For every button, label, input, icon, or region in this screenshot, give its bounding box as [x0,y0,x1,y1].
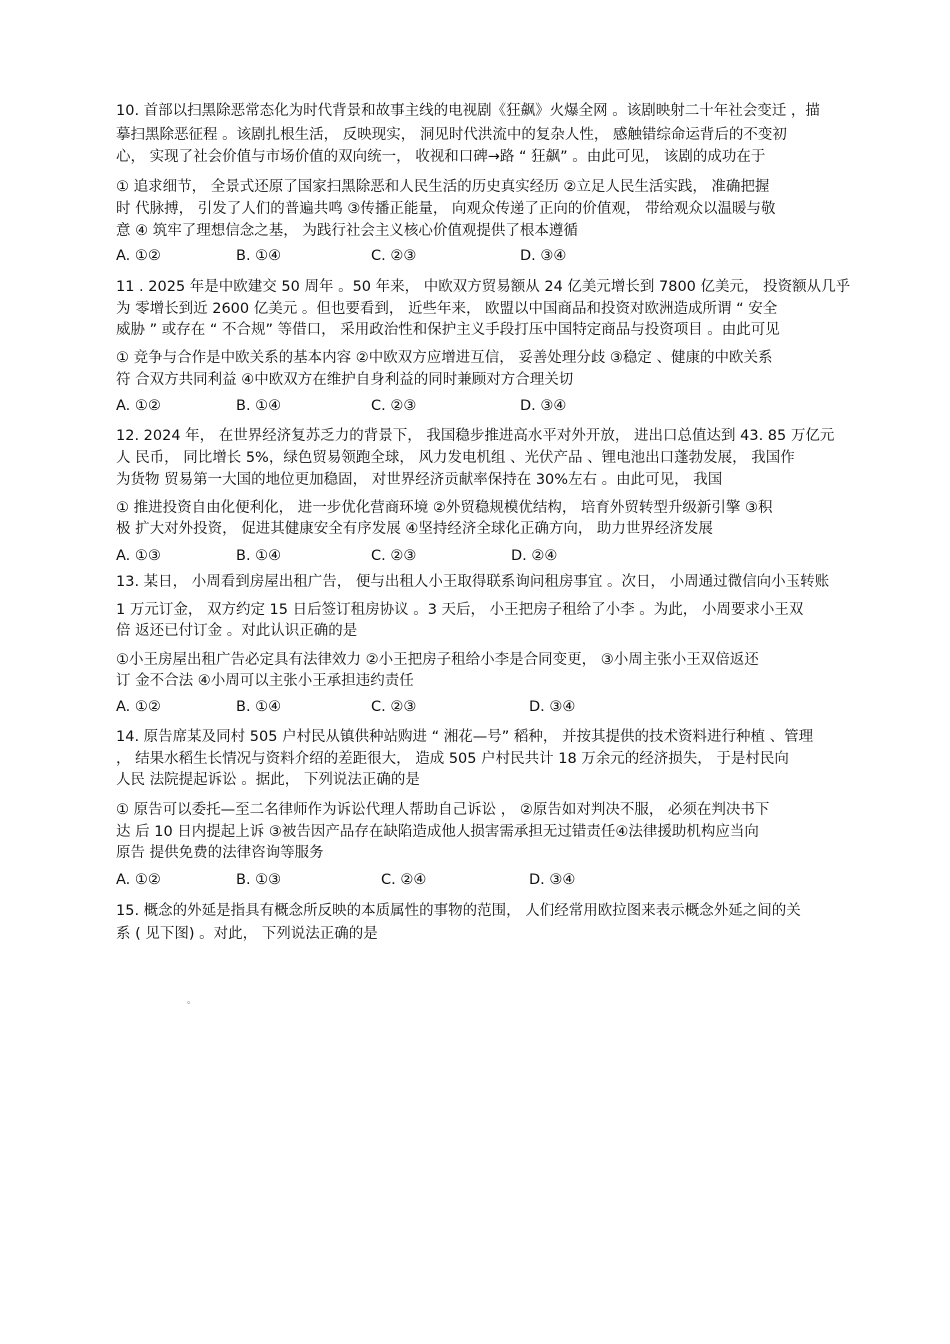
question-stem-line: 摹扫黑除恶征程 。该剧扎根生活， 反映现实， 洞见时代洪流中的复杂人性， 感触错综命运背后的不变初 [116,127,787,143]
option-d[interactable]: D. ②④ [511,548,558,564]
question-stem-line: 人民 法院提起诉讼 。据此， 下列说法正确的是 [116,772,420,788]
choice-statement-line: ①小王房屋出租广告必定具有法律效力 ②小王把房子租给小李是合同变更， ③小周主张小王双倍返还 [116,652,759,668]
choice-statement-line: ① 竞争与合作是中欧关系的基本内容 ②中欧双方应增进互信， 妥善处理分歧 ③稳定 、健康的中欧关系 [116,350,773,366]
option-a[interactable]: A. ①② [116,699,161,715]
question-stem-line: 为 零增长到近 2600 亿美元 。但也要看到， 近些年来， 欧盟以中国商品和投资对欧洲造成所谓 “ 安全 [116,301,778,317]
question-stem-line: 1 万元订金， 双方约定 15 日后签订租房协议 。3 天后， 小王把房子租给了小李 。为此， 小周要求小王双 [116,602,804,618]
choice-statement-line: 意 ④ 筑牢了理想信念之基， 为践行社会主义核心价值观提供了根本遵循 [116,223,578,239]
choice-statement-line: 极 扩大对外投资， 促进其健康安全有序发展 ④坚持经济全球化正确方向， 助力世界经济发展 [116,521,713,537]
option-a[interactable]: A. ①③ [116,548,161,564]
question-stem-line: 15. 概念的外延是指具有概念所反映的本质属性的事物的范围， 人们经常用欧拉图来表示概念外延之间的关 [116,903,801,919]
choice-statement-line: 时 代脉搏， 引发了人们的普遍共鸣 ③传播正能量， 向观众传递了正向的价值观， 带给观众以温暖与敬 [116,201,776,217]
option-c[interactable]: C. ②③ [371,699,417,715]
option-b[interactable]: B. ①④ [236,248,282,264]
question-stem-line: 系 ( 见下图) 。对此， 下列说法正确的是 [116,926,378,942]
option-c[interactable]: C. ②③ [371,398,417,414]
option-b[interactable]: B. ①④ [236,398,282,414]
option-a[interactable]: A. ①② [116,398,161,414]
question-stem-line: 倍 返还已付订金 。对此认识正确的是 [116,623,358,639]
option-d[interactable]: D. ③④ [529,699,576,715]
choice-statement-line: 符 合双方共同利益 ④中欧双方在维护自身利益的同时兼顾对方合理关切 [116,372,574,388]
question-stem-line: 威胁 ” 或存在 “ 不合规” 等借口， 采用政治性和保护主义手段打压中国特定商品与投资项目 。由此可见 [116,322,780,338]
option-c[interactable]: C. ②③ [371,248,417,264]
choice-statement-line: 达 后 10 日内提起上诉 ③被告因产品存在缺陷造成他人损害需承担无过错责任④法律援助机构应当向 [116,824,759,840]
question-stem-line: 为货物 贸易第一大国的地位更加稳固， 对世界经济贡献率保持在 30%左右 。由此可见， 我国 [116,472,723,488]
option-d[interactable]: D. ③④ [520,398,567,414]
option-d[interactable]: D. ③④ [520,248,567,264]
option-c[interactable]: C. ②④ [381,872,427,888]
option-c[interactable]: C. ②③ [371,548,417,564]
choice-statement-line: ① 推进投资自由化便利化， 进一步优化营商环境 ②外贸稳规模优结构， 培育外贸转型升级新引擎 ③积 [116,500,773,516]
choice-statement-line: 订 金不合法 ④小周可以主张小王承担违约责任 [116,673,414,689]
option-d[interactable]: D. ③④ [529,872,576,888]
option-b[interactable]: B. ①④ [236,548,282,564]
stray-mark: 。 [187,996,197,1006]
question-stem-line: 14. 原告席某及同村 505 户村民从镇供种站购进 “ 湘花—号” 稻种， 并按其提供的技术资料进行种植 、管理 [116,729,814,745]
question-stem-line: 13. 某日， 小周看到房屋出租广告， 便与出租人小王取得联系询问租房事宜 。次日， 小周通过微信向小玉转账 [116,574,830,590]
option-a[interactable]: A. ①② [116,248,161,264]
choice-statement-line: ① 原告可以委托—至二名律师作为诉讼代理人帮助自己诉讼 ， ②原告如对判决不服， 必须在判决书下 [116,802,770,818]
question-stem-line: ， 结果水稻生长情况与资料介绍的差距很大， 造成 505 户村民共计 18 万余元的经济损失， 于是村民向 [116,751,789,767]
question-stem-line: 10. 首部以扫黑除恶常态化为时代背景和故事主线的电视剧《狂飙》火爆全网 。该剧映射二十年社会变迁 ，描 [116,103,820,119]
option-b[interactable]: B. ①④ [236,699,282,715]
question-stem-line: 人 民币， 同比增长 5%，绿色贸易领跑全球， 风力发电机组 、光伏产品 、锂电池出口蓬勃发展， 我国作 [116,450,795,466]
choice-statement-line: 原告 提供免费的法律咨询等服务 [116,845,324,861]
question-stem-line: 12. 2024 年， 在世界经济复苏乏力的背景下， 我国稳步推进高水平对外开放， 进出口总值达到 43. 85 万亿元 [116,428,835,444]
question-stem-line: 11 . 2025 年是中欧建交 50 周年 。50 年来， 中欧双方贸易额从 24 亿美元增长到 7800 亿美元， 投资额从几乎 [116,279,851,295]
choice-statement-line: ① 追求细节， 全景式还原了国家扫黑除恶和人民生活的历史真实经历 ②立足人民生活实践， 准确把握 [116,179,770,195]
question-stem-line: 心， 实现了社会价值与市场价值的双向统一， 收视和口碑→路 “ 狂飙” 。由此可见， 该剧的成功在于 [116,149,766,165]
option-b[interactable]: B. ①③ [236,872,282,888]
option-a[interactable]: A. ①② [116,872,161,888]
